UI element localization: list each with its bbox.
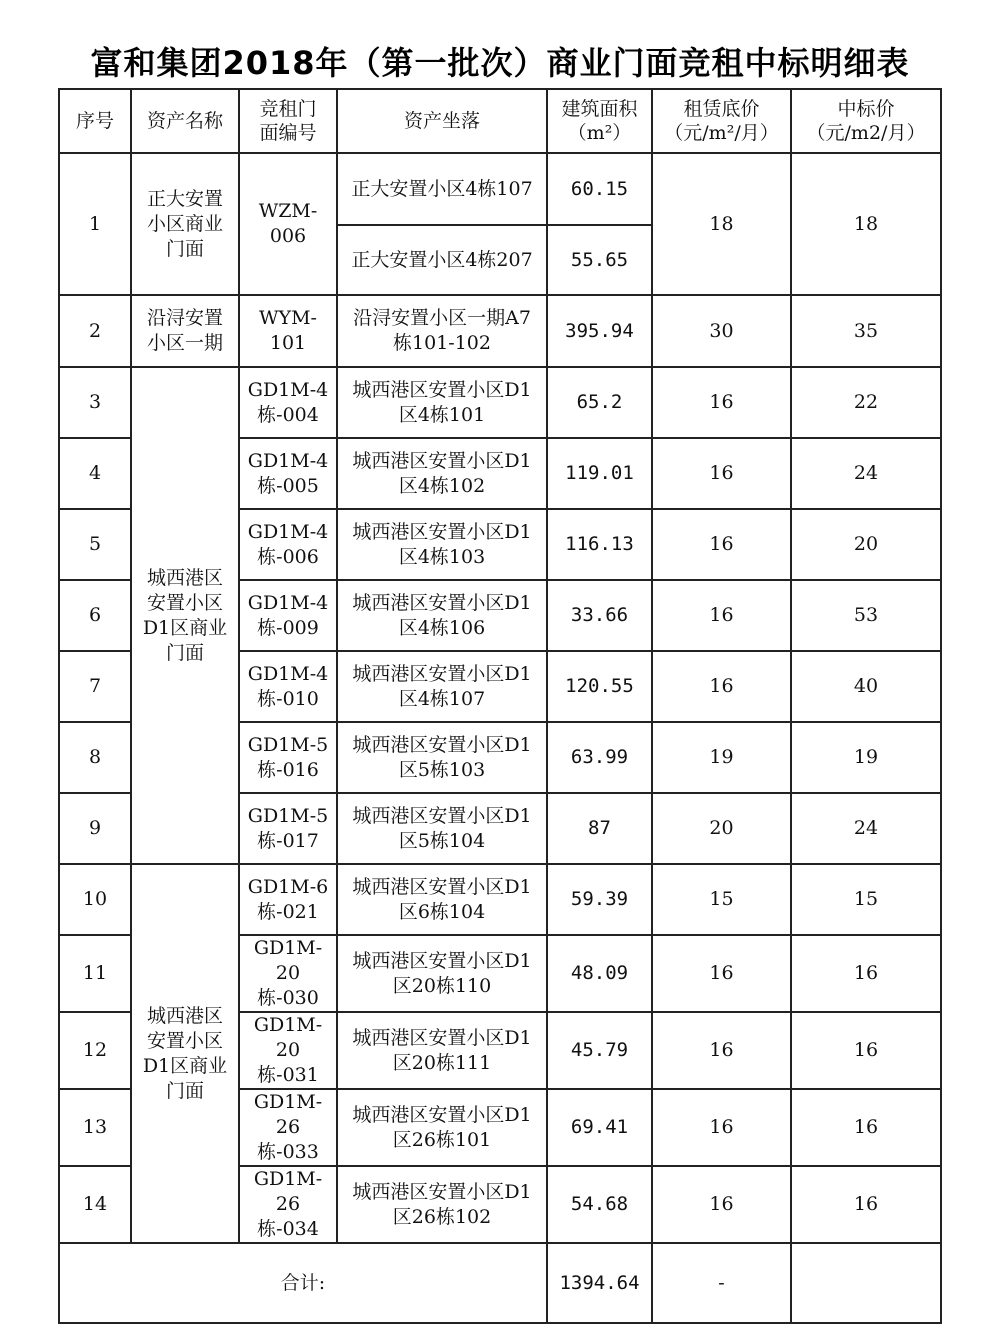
header-row (59, 89, 941, 153)
cell-location: 城西港区安置小区D1 区20栋111 (337, 1012, 547, 1089)
cell-lot-no: GD1M-4 栋-004 (239, 367, 337, 438)
cell-win-price: 24 (791, 438, 941, 509)
table-row (59, 153, 941, 225)
bid-result-table (58, 88, 942, 1324)
cell-area: 65.2 (547, 367, 652, 438)
cell-win-price: 18 (791, 153, 941, 295)
header-lot-no: 竞租门 面编号 (239, 89, 337, 153)
cell-lot-no: WYM-101 (239, 295, 337, 367)
cell-seq: 6 (59, 580, 131, 651)
cell-area: 116.13 (547, 509, 652, 580)
cell-seq: 14 (59, 1166, 131, 1243)
cell-win-price: 16 (791, 1012, 941, 1089)
cell-location: 城西港区安置小区D1 区5栋103 (337, 722, 547, 793)
cell-seq: 3 (59, 367, 131, 438)
cell-location: 城西港区安置小区D1 区4栋106 (337, 580, 547, 651)
cell-area: 60.15 (547, 153, 652, 225)
header-location: 资产坐落 (337, 89, 547, 153)
cell-seq: 12 (59, 1012, 131, 1089)
header-seq: 序号 (59, 89, 131, 153)
total-win-price (791, 1243, 941, 1323)
cell-base-price: 16 (652, 651, 791, 722)
table-row (59, 864, 941, 935)
cell-base-price: 16 (652, 509, 791, 580)
header-win-price: 中标价 （元/m2/月） (791, 89, 941, 153)
cell-base-price: 18 (652, 153, 791, 295)
cell-lot-no: WZM-006 (239, 153, 337, 295)
cell-location: 城西港区安置小区D1 区26栋101 (337, 1089, 547, 1166)
cell-seq: 10 (59, 864, 131, 935)
cell-area: 69.41 (547, 1089, 652, 1166)
cell-lot-no: GD1M-4 栋-005 (239, 438, 337, 509)
cell-seq: 4 (59, 438, 131, 509)
cell-area: 33.66 (547, 580, 652, 651)
cell-asset-name: 沿浔安置 小区一期 (131, 295, 239, 367)
cell-win-price: 24 (791, 793, 941, 864)
cell-location: 正大安置小区4栋207 (337, 225, 547, 295)
cell-lot-no: GD1M-4 栋-010 (239, 651, 337, 722)
cell-area: 55.65 (547, 225, 652, 295)
cell-location: 沿浔安置小区一期A7 栋101-102 (337, 295, 547, 367)
cell-lot-no: GD1M-5 栋-016 (239, 722, 337, 793)
cell-lot-no: GD1M-5 栋-017 (239, 793, 337, 864)
cell-base-price: 16 (652, 1089, 791, 1166)
cell-lot-no: GD1M-4 栋-009 (239, 580, 337, 651)
cell-seq: 5 (59, 509, 131, 580)
cell-win-price: 53 (791, 580, 941, 651)
cell-seq: 9 (59, 793, 131, 864)
cell-win-price: 16 (791, 935, 941, 1012)
cell-asset-name: 城西港区 安置小区 D1区商业 门面 (131, 864, 239, 1243)
cell-lot-no: GD1M-4 栋-006 (239, 509, 337, 580)
header-asset-name: 资产名称 (131, 89, 239, 153)
cell-area: 120.55 (547, 651, 652, 722)
cell-lot-no: GD1M-6 栋-021 (239, 864, 337, 935)
cell-seq: 13 (59, 1089, 131, 1166)
cell-area: 54.68 (547, 1166, 652, 1243)
cell-location: 城西港区安置小区D1 区4栋102 (337, 438, 547, 509)
cell-base-price: 16 (652, 1012, 791, 1089)
cell-area: 119.01 (547, 438, 652, 509)
total-base-price: - (652, 1243, 791, 1323)
cell-base-price: 20 (652, 793, 791, 864)
cell-location: 正大安置小区4栋107 (337, 153, 547, 225)
cell-win-price: 16 (791, 1089, 941, 1166)
cell-base-price: 30 (652, 295, 791, 367)
page-title: 富和集团2018年（第一批次）商业门面竞租中标明细表 (90, 44, 910, 82)
table-row (59, 367, 941, 438)
cell-win-price: 19 (791, 722, 941, 793)
cell-area: 87 (547, 793, 652, 864)
header-base-price: 租赁底价 （元/m²/月） (652, 89, 791, 153)
cell-win-price: 40 (791, 651, 941, 722)
cell-win-price: 22 (791, 367, 941, 438)
cell-lot-no: GD1M-26 栋-034 (239, 1166, 337, 1243)
cell-base-price: 16 (652, 580, 791, 651)
cell-location: 城西港区安置小区D1 区6栋104 (337, 864, 547, 935)
cell-lot-no: GD1M-26 栋-033 (239, 1089, 337, 1166)
cell-location: 城西港区安置小区D1 区20栋110 (337, 935, 547, 1012)
cell-base-price: 16 (652, 438, 791, 509)
cell-location: 城西港区安置小区D1 区4栋107 (337, 651, 547, 722)
header-area: 建筑面积 （m²） (547, 89, 652, 153)
total-label: 合计: (59, 1243, 547, 1323)
cell-win-price: 16 (791, 1166, 941, 1243)
total-area: 1394.64 (547, 1243, 652, 1323)
cell-base-price: 16 (652, 367, 791, 438)
cell-area: 45.79 (547, 1012, 652, 1089)
cell-asset-name: 城西港区 安置小区 D1区商业 门面 (131, 367, 239, 864)
cell-lot-no: GD1M-20 栋-031 (239, 1012, 337, 1089)
cell-base-price: 19 (652, 722, 791, 793)
cell-asset-name: 正大安置 小区商业 门面 (131, 153, 239, 295)
cell-win-price: 35 (791, 295, 941, 367)
cell-seq: 7 (59, 651, 131, 722)
total-row (59, 1243, 941, 1323)
cell-location: 城西港区安置小区D1 区4栋101 (337, 367, 547, 438)
cell-base-price: 16 (652, 935, 791, 1012)
cell-seq: 2 (59, 295, 131, 367)
cell-area: 63.99 (547, 722, 652, 793)
cell-seq: 1 (59, 153, 131, 295)
cell-win-price: 20 (791, 509, 941, 580)
cell-win-price: 15 (791, 864, 941, 935)
cell-area: 48.09 (547, 935, 652, 1012)
cell-lot-no: GD1M-20 栋-030 (239, 935, 337, 1012)
cell-base-price: 16 (652, 1166, 791, 1243)
cell-location: 城西港区安置小区D1 区4栋103 (337, 509, 547, 580)
cell-area: 59.39 (547, 864, 652, 935)
cell-base-price: 15 (652, 864, 791, 935)
cell-area: 395.94 (547, 295, 652, 367)
cell-location: 城西港区安置小区D1 区5栋104 (337, 793, 547, 864)
table-row (59, 295, 941, 367)
cell-seq: 8 (59, 722, 131, 793)
cell-location: 城西港区安置小区D1 区26栋102 (337, 1166, 547, 1243)
cell-seq: 11 (59, 935, 131, 1012)
